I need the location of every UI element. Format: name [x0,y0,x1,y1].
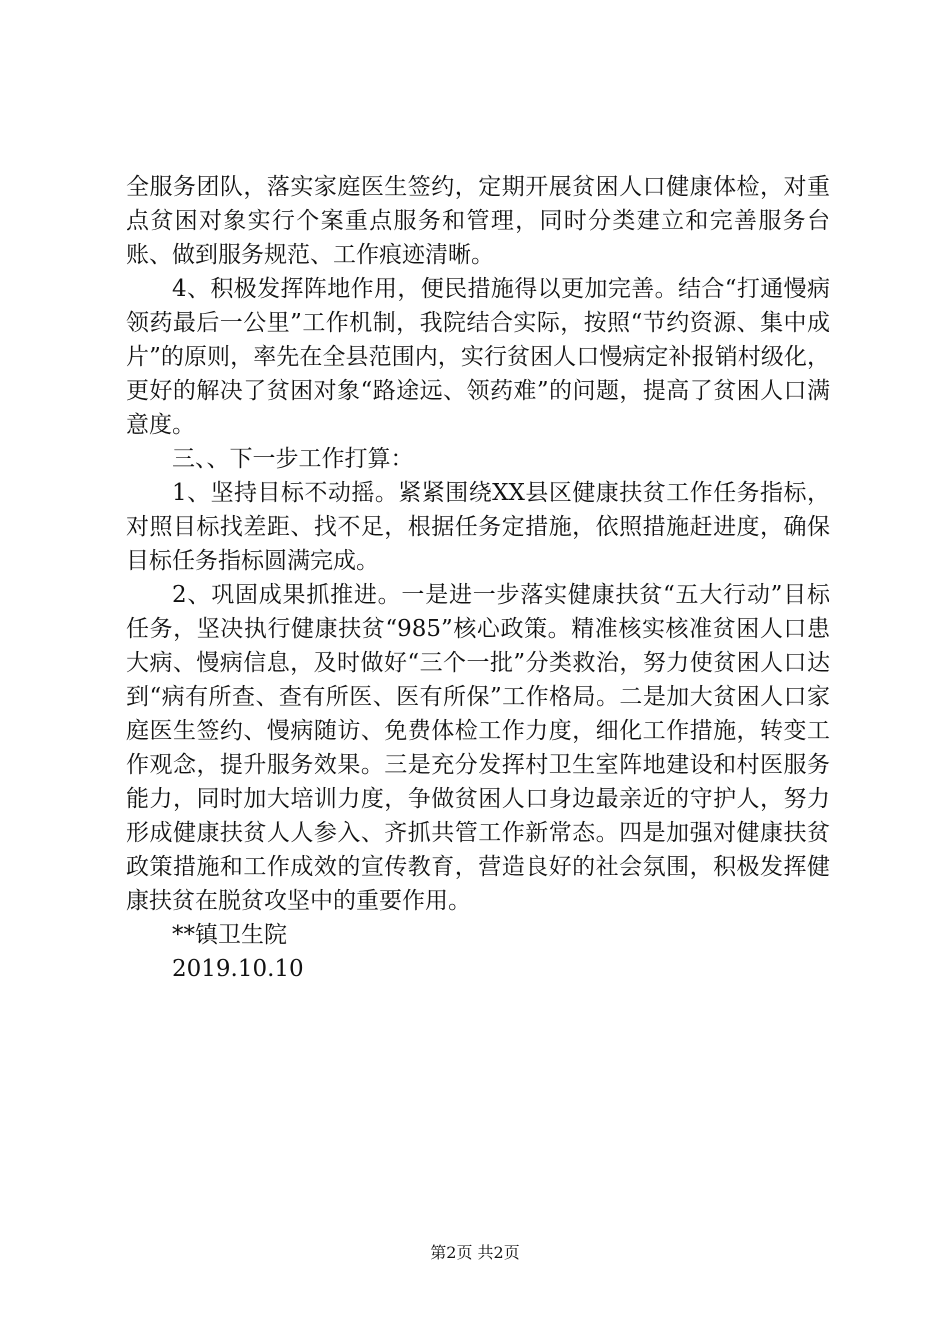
paragraph-item-1: 1、坚持目标不动摇。紧紧围绕XX县区健康扶贫工作任务指标，对照目标找差距、找不足，根据任务定措施，依照措施赶进度，确保目标任务指标圆满完成。 [126,480,830,574]
signature-date: 2019.10.10 [172,956,304,982]
paragraph-item-4: 4、积极发挥阵地作用，便民措施得以更加完善。结合“打通慢病领药最后一公里”工作机制，我院结合实际，按照“节约资源、集中成片”的原则，率先在全县范围内，实行贫困人口慢病定补报销村级化，更好的解决了贫困对象“路途远、领药难”的问题，提高了贫困人口满意度。 [126,276,830,438]
section-heading-next-steps: 三、、下一步工作打算： [172,446,414,472]
paragraph-continuation: 全服务团队，落实家庭医生签约，定期开展贫困人口健康体检，对重点贫困对象实行个案重点服务和管理，同时分类建立和完善服务台账、做到服务规范、工作痕迹清晰。 [126,174,830,268]
paragraph-item-2: 2、巩固成果抓推进。一是进一步落实健康扶贫“五大行动”目标任务，坚决执行健康扶贫“985”核心政策。精准核实核准贫困人口患大病、慢病信息，及时做好“三个一批”分类救治，努力使贫困人口达到“病有所查、查有所医、医有所保”工作格局。二是加大贫困人口家庭医生签约、慢病随访、免费体检工作力度，细化工作措施，转变工作观念，提升服务效果。三是充分发挥村卫生室阵地建设和村医服务能力，同时加大培训力度，争做贫困人口身边最亲近的守护人，努力形成健康扶贫人人参入、齐抓共管工作新常态。四是加强对健康扶贫政策措施和工作成效的宣传教育，营造良好的社会氛围，积极发挥健康扶贫在脱贫攻坚中的重要作用。 [126,582,830,914]
page-number-footer: 第2页 共2页 [430,1243,520,1262]
signature-organization: **镇卫生院 [172,922,287,948]
document-body [126,170,830,986]
